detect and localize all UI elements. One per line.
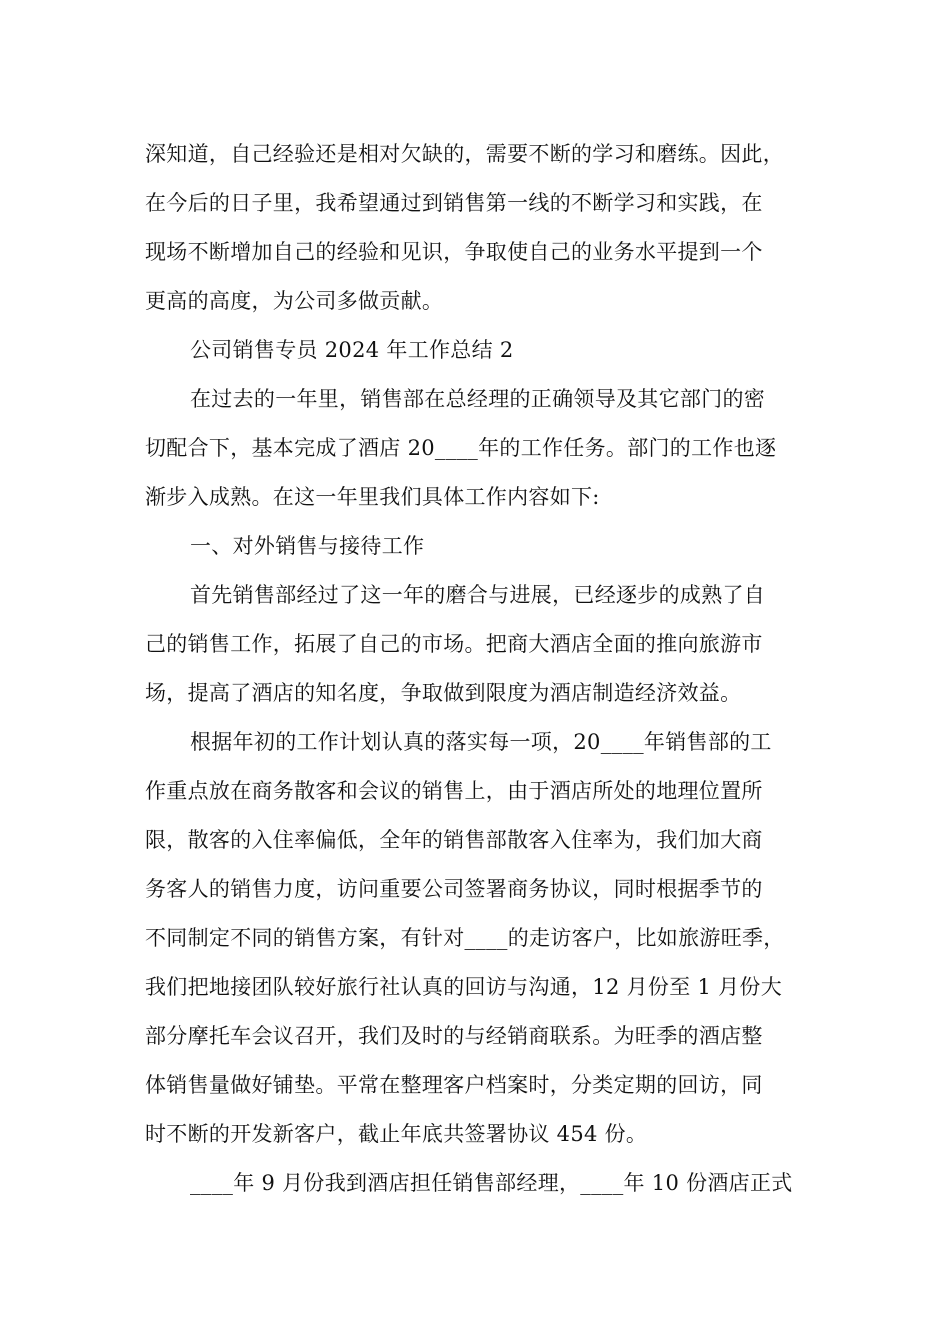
text-line-2: 在今后的日子里，我希望通过到销售第一线的不断学习和实践，在 [145,191,763,215]
text-line-21: 时不断的开发新客户，截止年底共签署协议 454 份。 [145,1122,648,1146]
text-line-1: 深知道，自己经验还是相对欠缺的，需要不断的学习和磨练。因此， [145,142,784,166]
text-line-20: 体销售量做好铺垫。平常在整理客户档案时，分类定期的回访，同 [145,1073,763,1097]
text-line-13: 根据年初的工作计划认真的落实每一项，20____年销售部的工 [190,730,772,754]
text-line-6: 在过去的一年里，销售部在总经理的正确领导及其它部门的密 [190,387,766,411]
text-line-18: 我们把地接团队较好旅行社认真的回访与沟通，12 月份至 1 月份大 [145,975,783,999]
text-line-4: 更高的高度，为公司多做贡献。 [145,289,444,313]
text-line-3: 现场不断增加自己的经验和见识，争取使自己的业务水平提到一个 [145,240,763,264]
text-line-22: ____年 9 月份我到酒店担任销售部经理，____年 10 份酒店正式 [190,1171,793,1195]
text-line-15: 限，散客的入住率偏低，全年的销售部散客入住率为，我们加大商 [145,828,763,852]
text-line-12: 场，提高了酒店的知名度，争取做到限度为酒店制造经济效益。 [145,681,742,705]
text-line-11: 己的销售工作，拓展了自己的市场。把商大酒店全面的推向旅游市 [145,632,763,656]
text-line-17: 不同制定不同的销售方案，有针对____的走访客户，比如旅游旺季， [145,926,785,950]
text-line-10: 首先销售部经过了这一年的磨合与进展，已经逐步的成熟了自 [190,583,766,607]
text-line-7: 切配合下，基本完成了酒店 20____年的工作任务。部门的工作也逐 [145,436,777,460]
text-line-19: 部分摩托车会议召开，我们及时的与经销商联系。为旺季的酒店整 [145,1024,763,1048]
section-heading: 公司销售专员 2024 年工作总结 2 [190,338,514,362]
text-line-14: 作重点放在商务散客和会议的销售上，由于酒店所处的地理位置所 [145,779,763,803]
text-line-8: 渐步入成熟。在这一年里我们具体工作内容如下: [145,485,600,509]
subsection-heading: 一、对外销售与接待工作 [190,534,425,558]
text-line-16: 务客人的销售力度，访问重要公司签署商务协议，同时根据季节的 [145,877,763,901]
document-body [145,130,810,1208]
